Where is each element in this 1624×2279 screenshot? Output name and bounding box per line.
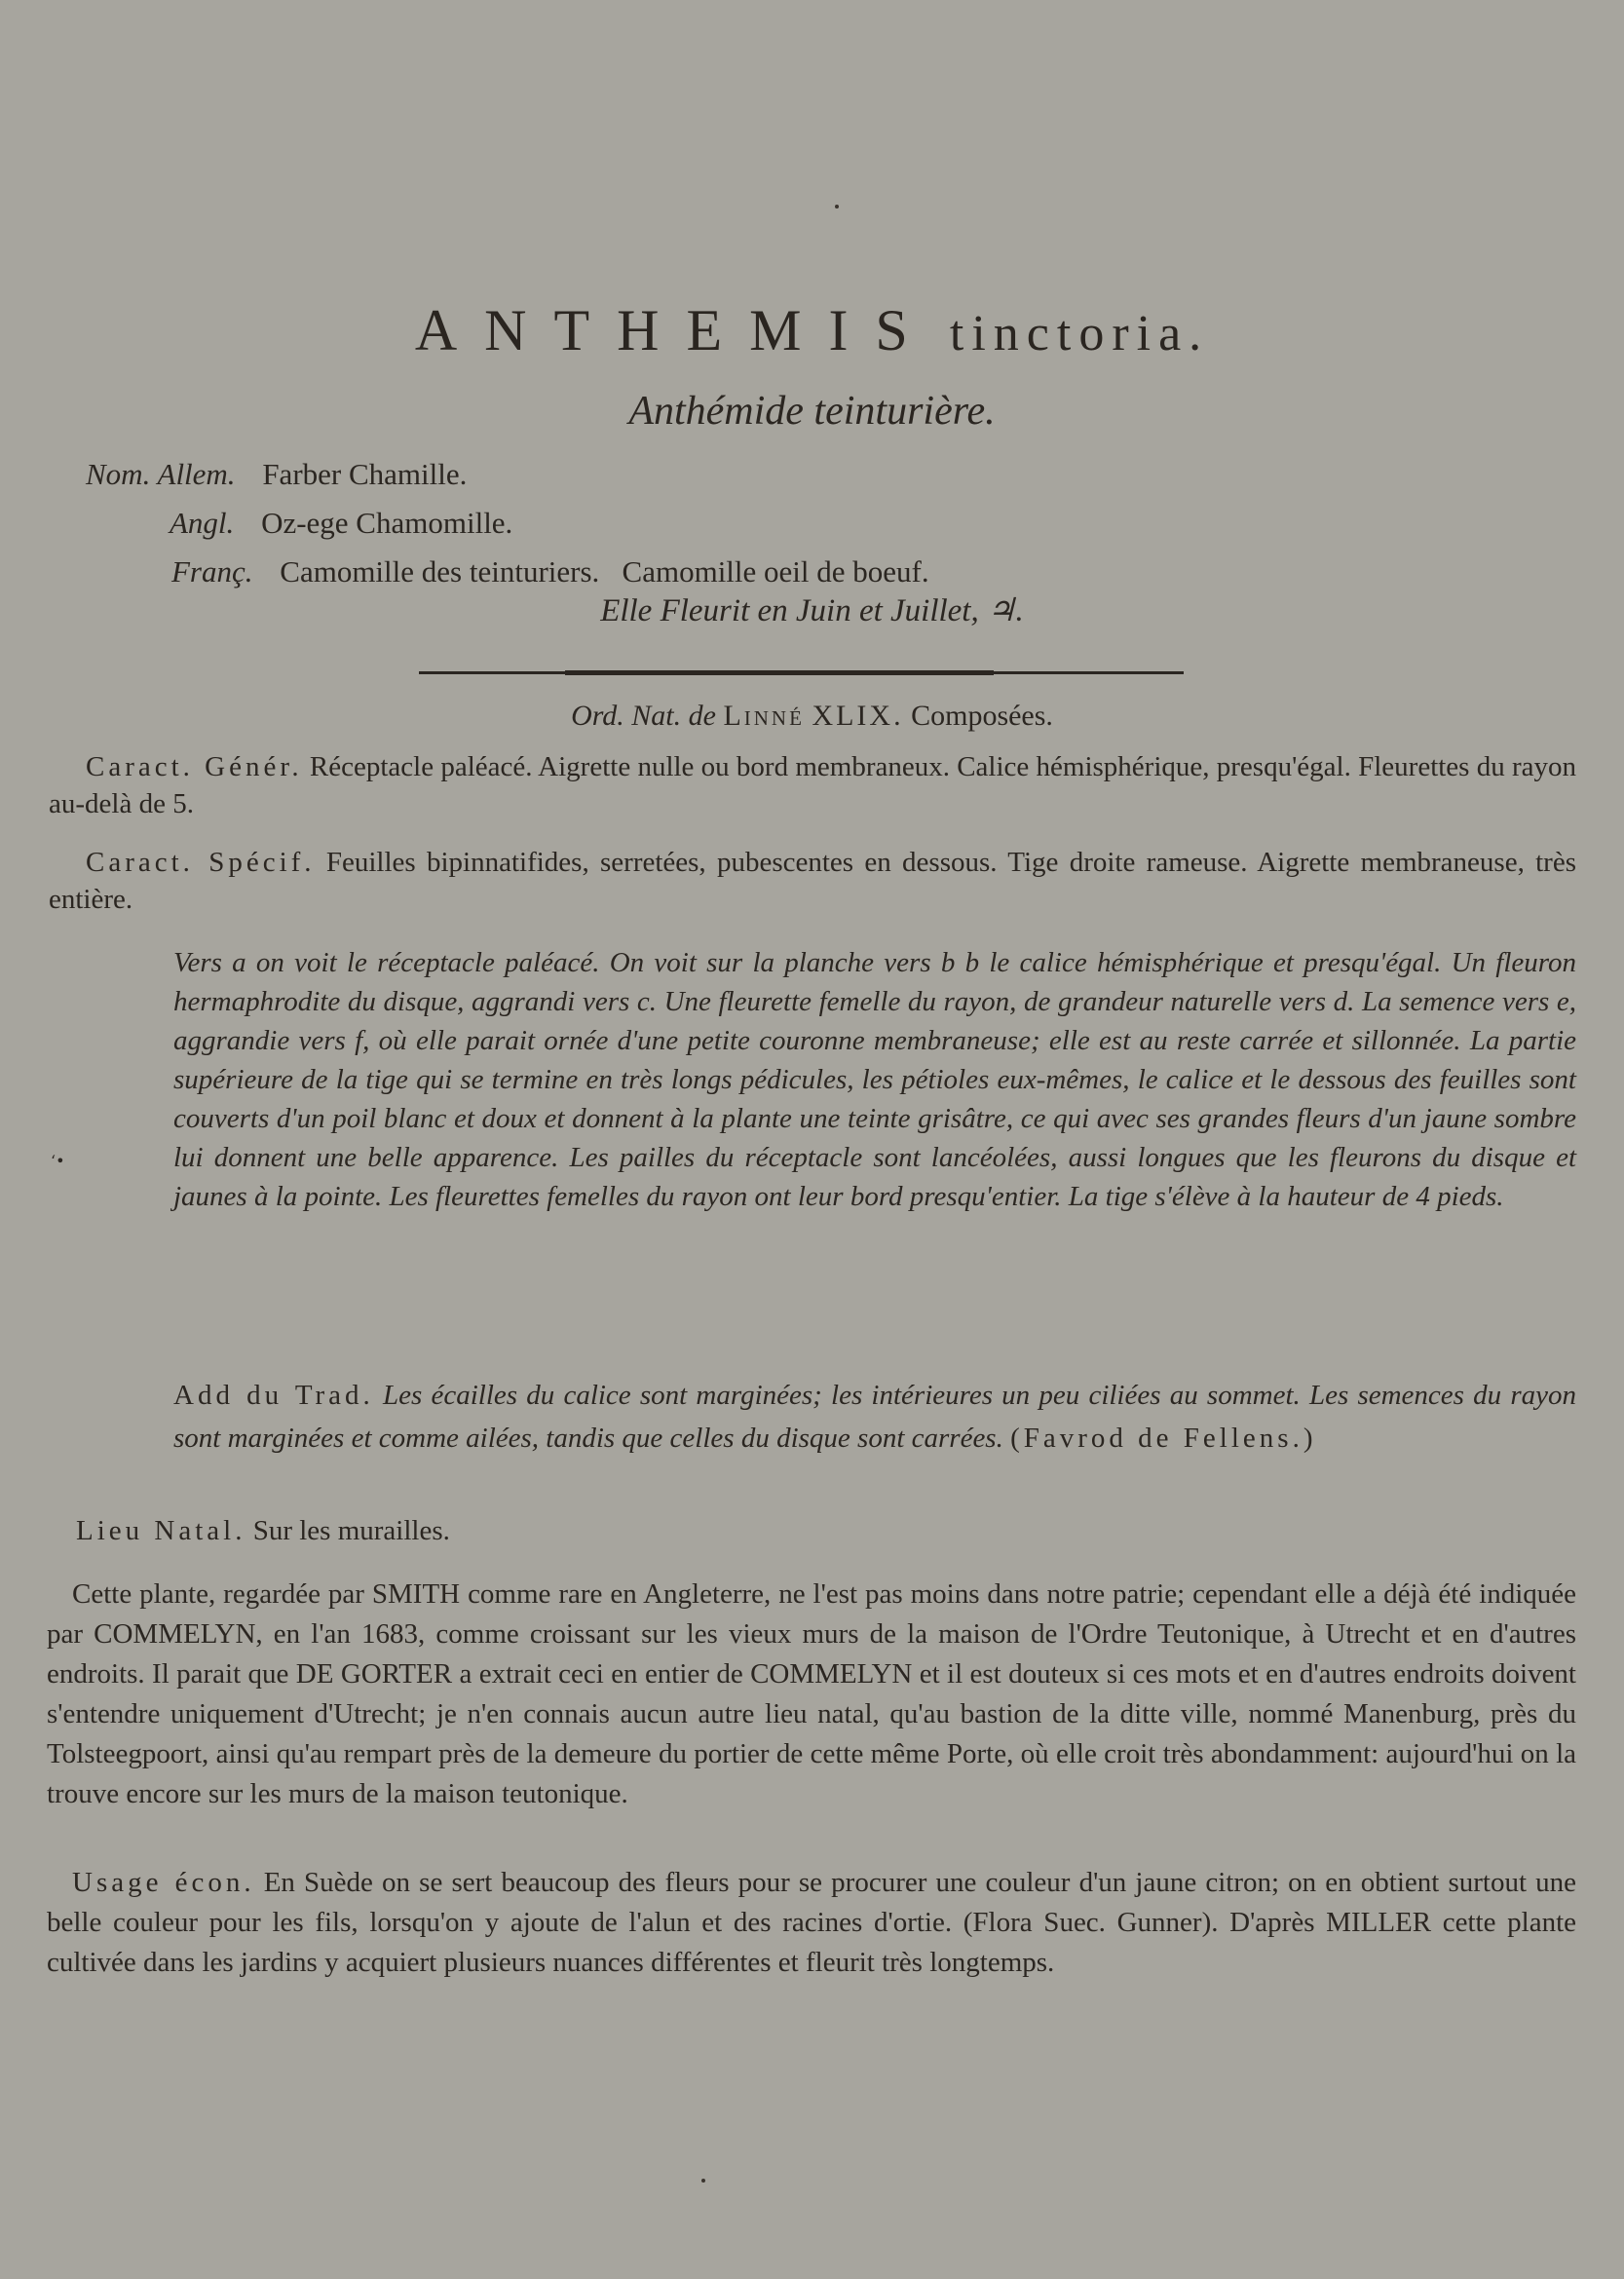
french-name: Anthémide teinturière. — [628, 389, 996, 434]
section-lead: Lieu Natal. — [76, 1515, 246, 1546]
paper-speck — [835, 205, 839, 209]
title-genus: ANTHEMIS — [414, 298, 935, 362]
specific-characters — [49, 844, 1576, 918]
section-text: Réceptacle paléacé. Aigrette nulle ou bord membraneux. Calice hémisphérique, presqu'égal. Fleurettes du rayon au-delà de 5. — [49, 751, 1576, 819]
order-family: Composées. — [911, 700, 1053, 732]
paper-speck — [701, 2179, 705, 2183]
section-text: Sur les murailles. — [252, 1515, 450, 1546]
lang-label: Franç. — [171, 554, 253, 589]
title-species: tinctoria. — [949, 306, 1210, 361]
name-french — [86, 548, 929, 596]
translator-addition — [173, 1374, 1576, 1460]
name-value: Camomille des teinturiers. Camomille oeil de boeuf. — [280, 554, 929, 589]
order-number: XLIX. — [812, 700, 904, 732]
order-linne: Linné — [723, 700, 805, 732]
name-german — [86, 450, 929, 499]
divider-rule-thick — [565, 670, 994, 675]
section-lead: Usage écon. — [72, 1867, 255, 1898]
natural-order — [0, 700, 1624, 733]
economic-use — [47, 1863, 1576, 1983]
order-prefix: Ord. Nat. de — [571, 700, 716, 732]
plate-description: Vers a on voit le réceptacle paléacé. On voit sur la planche vers b b le calice hémisphérique et presqu'égal. Un fleuron hermaphrodite du disque, aggrandi vers c. Une fleurette femelle du rayon, de grandeur naturelle vers d. La semence vers e, aggrandie vers f, où elle parait ornée d'une petite couronne membraneuse; elle est au reste carrée et sillonnée. La partie supérieure de la tige qui se termine en très longs pédicules, les pétioles eux-mêmes, le calice et le dessous des feuilles sont couverts d'un poil blanc et doux et donnent à la plante une teinte grisâtre, ce qui avec ses grandes fleurs d'un jaune sombre lui donnent une belle apparence. Les pailles du réceptacle sont lancéolées, aussi longues que les fleurons du disque et jaunes à la pointe. Les fleurettes femelles du rayon ont leur bord presqu'entier. La tige s'élève à la hauteur de 4 pieds. — [173, 947, 1576, 1212]
distribution-paragraph: Cette plante, regardée par SMITH comme rare en Angleterre, ne l'est pas moins dans notre patrie; cependant elle a déjà été indiquée par COMMELYN, en l'an 1683, comme croissant sur les vieux murs de la maison de l'Ordre Teutonique, à Utrecht et en d'autres endroits. Il parait que DE GORTER a extrait ceci en entier de COMMELYN et il est douteux si ces mots et en d'autres endroits doivent s'entendre uniquement d'Utrecht; je n'en connais aucun autre lieu natal, qu'au bastion de la ditte ville, nommé Manenburg, près du Tolsteegpoort, ainsi qu'au rempart près de la demeure du portier de cette même Porte, où elle croit très abondamment: aujourd'hui on la trouve encore sur les murs de la maison teutonique. — [47, 1578, 1576, 1809]
common-names — [86, 450, 929, 596]
section-text: En Suède on se sert beaucoup des fleurs pour se procurer une couleur d'un jaune citron; on en obtient surtout une belle couleur pour les fils, lorsqu'on y ajoute de l'alun et des racines d'ortie. (Flora Suec. Gunner). D'après MILLER cette plante cultivée dans les jardins y acquiert plusieurs nuances différentes et fleurit très longtemps. — [47, 1867, 1577, 1978]
margin-mark: ‘• — [51, 1152, 65, 1170]
native-place — [76, 1512, 1576, 1549]
lang-label: Angl. — [170, 506, 235, 540]
section-lead: Caract. Spécif. — [86, 847, 316, 878]
section-lead: Caract. Génér. — [86, 751, 303, 782]
name-value: Farber Chamille. — [262, 457, 468, 491]
generic-characters — [49, 748, 1576, 822]
lang-label: Nom. Allem. — [86, 457, 236, 491]
page-title — [0, 297, 1624, 364]
section-lead: Add du Trad. — [173, 1380, 374, 1411]
addition-credit: (Favrod de Fellens.) — [1010, 1423, 1317, 1454]
section-text: Feuilles bipinnatifides, serretées, pubescentes en dessous. Tige droite rameuse. Aigrette membraneuse, très entière. — [49, 847, 1576, 915]
name-value: Oz-ege Chamomille. — [261, 506, 513, 540]
section-text: Les écailles du calice sont marginées; les intérieures un peu ciliées au sommet. Les semences du rayon sont marginées et comme ailées, tandis que celles du disque sont carrées. — [173, 1380, 1577, 1454]
name-english — [86, 499, 929, 548]
flowering-time: Elle Fleurit en Juin et Juillet, ♃. — [600, 593, 1024, 628]
